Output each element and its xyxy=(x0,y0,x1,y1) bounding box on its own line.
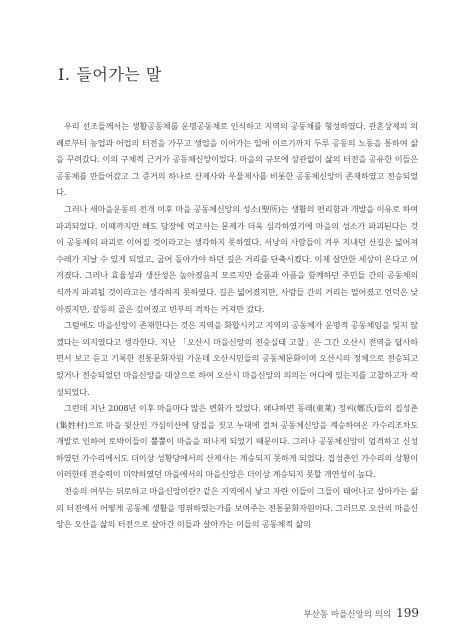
paragraph: 그러나 새마을운동의 전개 이후 마을 공동체신앙의 성소(聖所)는 생활의 편리함과 개발을 이유로 하여 파괴되었다. 이때까지만 해도 당장에 먹고사는 문제가 더욱 심각하였기에 마을의 성소가 파괴된다는 것이 공동체의 파괴로 이어질 것이라고는 생각하지 못하였다. 서낭의 사람들이 겨우 지내던 산길은 넓어져 수레가 지날 수 있게 되었고, 굽어 돌아가야 하던 길은 거리를 단축시켰다. 이제 살만한 세상이 온다고 여겨졌다. 그러나 효율성과 생산성은 높아졌음지 모르지만 슬픔과 아픔을 함께하던 주민들 간의 공동체의식까지 파괴될 것이라고는 생각하지 못하였다. 길은 넓어졌지만, 사람들 간의 거리는 멀어졌고 언덕은 낮아졌지만, 갈등의 골은 깊어졌고 빈부의 격차는 커져만 갔다. xyxy=(56,203,418,314)
paragraph: 그런데 지난 2008년 이후 마을마다 많은 변화가 있었다. 왜냐하면 동래(東萊) 정씨(鄭氏)들의 집성촌(集姓村)으로 마을 뒷산인 가심이산에 당집을 짓고 누대에 걸쳐 공동체신앙을 계승하여온 가수리조차도 개발로 인하여 토박이들이 뿔뿔이 마을을 떠나게 되었기 때문이다. 그러나 공동체신앙이 엄격하고 신성하였던 가수리에서도 더이상 성황당에서의 산제사는 계승되지 못하게 되었다. 집성촌인 가수리의 상황이 이러한데 전승력이 미약하였던 마을에서의 마을신앙은 더이상 계승되지 못할 개연성이 높다. xyxy=(56,403,418,480)
running-title: 부산동 마을신앙의 의의 xyxy=(303,610,392,620)
section-number: Ⅰ. xyxy=(58,65,71,84)
body-text xyxy=(56,118,418,533)
paragraph: 그럼에도 마을신앙이 존재한다는 것은 지역을 화합시키고 지역의 공동체가 운명적 공동체임을 잊지 않겠다는 의지였다고 생각한다. 지난 「오산시 마을신앙의 전승실태 고찰」은 그간 오산시 전역을 답사하면서 보고 듣고 기록한 전통문화자원 가운데 오산시민들의 공동체문화이며 오산시의 정체으로 전승되고 있거나 전승되었던 마을신앙을 대상으로 하여 오산시 마을신앙의 의의는 어디에 있는지를 고찰하고자 작성되었다. xyxy=(56,320,418,397)
paragraph: 전승의 여부는 뒤로하고 마을신앙이란? 같은 지역에서 낳고 자란 이들이 그들이 태어나고 살아가는 삶의 터전에서 어떻게 공동체 생활을 영위하였는가를 보여주는 전통문화자원이다. 그러므로 오산의 마을신앙은 오산을 삶의 터전으로 살아간 이들과 살아가는 이들의 공동체적 삶의 xyxy=(56,486,418,530)
section-heading xyxy=(58,62,162,85)
page-footer xyxy=(304,606,419,620)
section-title: 들어가는 말 xyxy=(76,65,162,84)
paragraph: 우리 선조들께서는 생활공동체를 운명공동체로 인식하고 지역의 공동체를 형성하였다. 관혼상제의 의례로부터 농업과 어업의 터전을 가꾸고 생업을 이어가는 일에 이르기까지 두루 공동의 노동을 통하여 삶을 꾸려갔다. 이의 구체적 근거가 공동체신앙이었다. 마을의 규모에 상관없이 삶의 터전을 공유한 이들은 공동체를 만들어갔고 그 증거의 하나로 산제사와 우물제사를 비롯한 공동체신앙이 존재하였고 전승되었다. xyxy=(56,121,418,198)
page-number: 199 xyxy=(396,606,419,620)
